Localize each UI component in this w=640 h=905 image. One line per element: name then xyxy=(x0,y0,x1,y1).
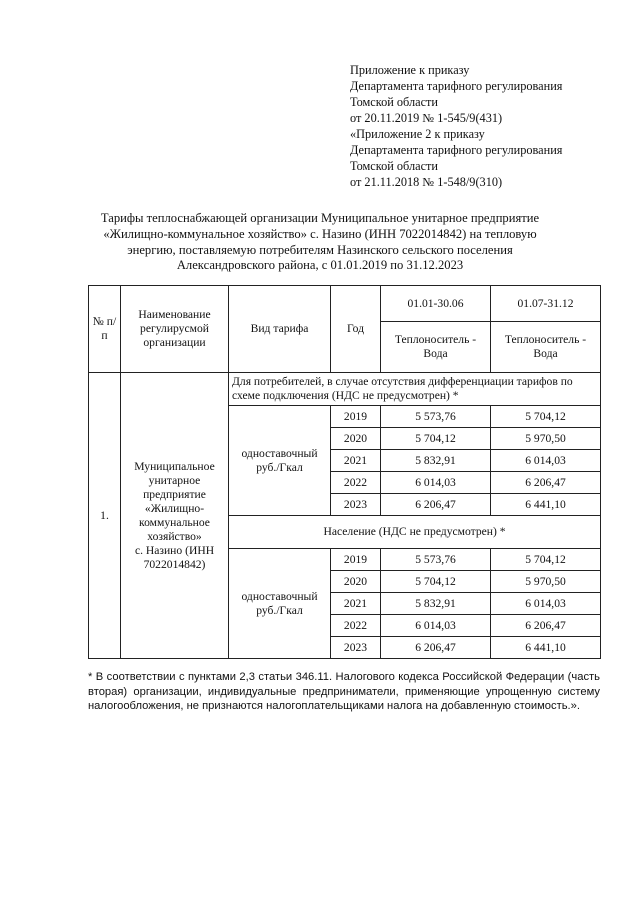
year-cell: 2019 xyxy=(331,549,381,571)
org-name-line: «Жилищно- xyxy=(144,501,205,515)
year-cell: 2023 xyxy=(331,494,381,516)
header-line: Департамента тарифного регулирования xyxy=(350,143,563,157)
value-period-2: 5 704,12 xyxy=(491,549,601,571)
document-title xyxy=(60,211,580,274)
header-line: «Приложение 2 к приказу xyxy=(350,127,485,141)
year-cell: 2021 xyxy=(331,450,381,472)
year-cell: 2020 xyxy=(331,571,381,593)
header-line: Томской области xyxy=(350,159,438,173)
header-org: Наименование регулирусмой организации xyxy=(121,286,229,373)
value-period-1: 5 704,12 xyxy=(381,571,491,593)
value-period-1: 6 014,03 xyxy=(381,615,491,637)
value-period-2: 5 970,50 xyxy=(491,428,601,450)
header-num: № п/п xyxy=(89,286,121,373)
section-title: Для потребителей, в случае отсутствия дифференциации тарифов по схеме подключения (НДС не предусмотрен) * xyxy=(229,373,601,406)
value-period-1: 5 704,12 xyxy=(381,428,491,450)
header-line: от 21.11.2018 № 1-548/9(310) xyxy=(350,175,503,189)
header-period-2: 01.07-31.12 xyxy=(491,286,601,322)
tariff-table xyxy=(88,285,601,659)
value-period-2: 6 206,47 xyxy=(491,615,601,637)
value-period-2: 6 206,47 xyxy=(491,472,601,494)
org-name-line: с. Назино (ИНН xyxy=(134,543,215,557)
title-line: «Жилищно-коммунальное хозяйство» с. Назино (ИНН 7022014842) на тепловую xyxy=(103,226,537,241)
org-name-line: предприятие xyxy=(143,487,206,501)
title-line: Александровского района, с 01.01.2019 по 31.12.2023 xyxy=(176,258,464,273)
value-period-1: 5 832,91 xyxy=(381,450,491,472)
header-line: Томской области xyxy=(350,95,438,109)
year-cell: 2020 xyxy=(331,428,381,450)
header-carrier-2: Теплоноситель - Вода xyxy=(491,322,601,373)
value-period-2: 6 014,03 xyxy=(491,593,601,615)
year-cell: 2022 xyxy=(331,472,381,494)
value-period-1: 5 573,76 xyxy=(381,406,491,428)
year-cell: 2019 xyxy=(331,406,381,428)
year-cell: 2021 xyxy=(331,593,381,615)
order-appendix-header xyxy=(350,62,630,190)
section-title: Население (НДС не предусмотрен) * xyxy=(229,516,601,549)
header-year: Год xyxy=(331,286,381,373)
org-name-line: Муниципальное xyxy=(134,459,215,473)
value-period-2: 6 441,10 xyxy=(491,494,601,516)
header-tariff-type: Вид тарифа xyxy=(229,286,331,373)
org-name-line: 7022014842) xyxy=(143,557,206,571)
tariff-type-label: одноставочный руб./Гкал xyxy=(229,406,331,516)
title-line: энергию, поставляемую потребителям Назинского сельского поселения xyxy=(127,242,513,257)
org-name-line: хозяйство» xyxy=(147,529,202,543)
value-period-1: 5 832,91 xyxy=(381,593,491,615)
title-line: Тарифы теплоснабжающей организации Муниципальное унитарное предприятие xyxy=(100,211,540,225)
header-line: Приложение к приказу xyxy=(350,63,470,77)
header-line: Департамента тарифного регулирования xyxy=(350,79,563,93)
header-line: от 20.11.2019 № 1-545/9(431) xyxy=(350,111,503,125)
value-period-2: 5 970,50 xyxy=(491,571,601,593)
year-cell: 2022 xyxy=(331,615,381,637)
value-period-2: 6 014,03 xyxy=(491,450,601,472)
org-name-line: коммунальное xyxy=(139,515,210,529)
organization-name xyxy=(121,373,229,659)
footnote: * В соответствии с пунктами 2,3 статьи 346.11. Налогового кодекса Российской Федерации (часть вторая) организации, индивидуальные предприниматели, применяющие упрощенную систему налогообложения, не признаются налогоплательщиками налога на добавленную стоимость.». xyxy=(88,671,600,713)
tariff-type-label: одноставочный руб./Гкал xyxy=(229,549,331,659)
header-period-1: 01.01-30.06 xyxy=(381,286,491,322)
org-name-line: унитарное xyxy=(148,473,201,487)
value-period-1: 6 206,47 xyxy=(381,494,491,516)
row-number: 1. xyxy=(89,373,121,659)
value-period-1: 5 573,76 xyxy=(381,549,491,571)
value-period-1: 6 206,47 xyxy=(381,637,491,659)
value-period-1: 6 014,03 xyxy=(381,472,491,494)
header-carrier-1: Теплоноситель - Вода xyxy=(381,322,491,373)
value-period-2: 6 441,10 xyxy=(491,637,601,659)
value-period-2: 5 704,12 xyxy=(491,406,601,428)
year-cell: 2023 xyxy=(331,637,381,659)
